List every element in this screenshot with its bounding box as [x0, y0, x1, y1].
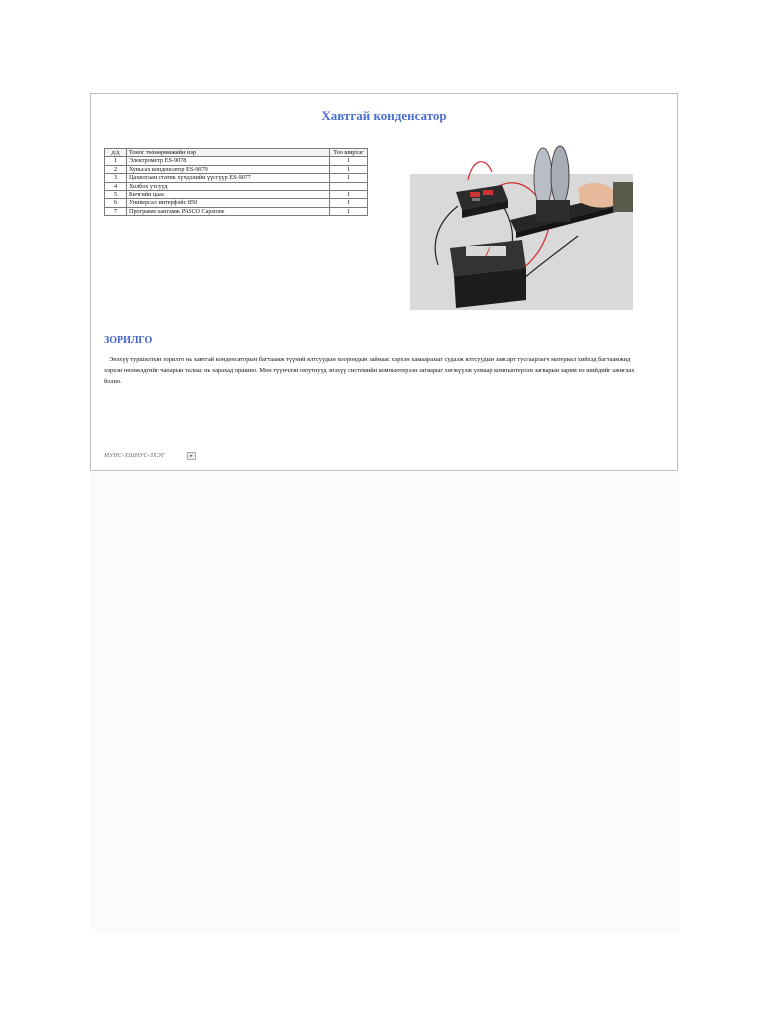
row-name: Бичгийн цаас	[127, 191, 330, 199]
row-number: 3	[105, 174, 127, 182]
capacitor-plate	[551, 146, 569, 206]
voltage-source-button	[470, 192, 480, 197]
row-quantity	[330, 182, 368, 190]
row-quantity: 1	[330, 199, 368, 207]
row-number: 7	[105, 207, 127, 215]
table-row	[105, 182, 368, 190]
header-quantity: Тоо ширхэг	[330, 149, 368, 157]
table-row	[105, 174, 368, 182]
row-quantity: 1	[330, 157, 368, 165]
page-title: Хавтгай конденсатор	[321, 108, 447, 123]
header-number: д/д	[105, 149, 127, 157]
footer-text: МУИС-ХШИУС-ЗХЭТ	[104, 453, 165, 459]
expand-button[interactable]: ▸	[187, 452, 196, 460]
row-name: Холбох утсууд	[127, 182, 330, 190]
row-quantity: 1	[330, 207, 368, 215]
table-row	[105, 207, 368, 215]
sleeve	[613, 182, 633, 212]
table-row	[105, 165, 368, 173]
header-equipment-name: Тоног төхөөрөмжийн нэр	[127, 149, 330, 157]
row-name: Хувьсах конденсатор ES-9079	[127, 165, 330, 173]
experiment-setup-photo	[410, 140, 633, 310]
row-name-prefix: Программ хангамж	[129, 207, 180, 215]
row-quantity: 1	[330, 191, 368, 199]
row-number: 1	[105, 157, 127, 165]
row-name-suffix: Capstone	[201, 207, 225, 215]
plate-stand	[536, 200, 570, 222]
electrometer-dial	[466, 246, 506, 256]
voltage-source-display	[472, 198, 480, 201]
table-row	[105, 199, 368, 207]
table-row	[105, 157, 368, 165]
row-name	[127, 207, 330, 215]
row-name: Универсал интерфэйс 850	[127, 199, 330, 207]
row-name: Электрометр ES-9078	[127, 157, 330, 165]
row-quantity: 1	[330, 165, 368, 173]
objective-paragraph: Энэхүү туршилтын зорилго нь хавтгай конденсаторын багтаамж түүний ялтсуудын хоорондын зайнаас хэрхэн хамаарахыг судалж ялтсуудын завсарт тусгаарлагч материал хийхэд багтаамжид хэрхэн нөлөөлдгийг чанарын талаас нь харахад оршино. Мөн түүнчлэн оюутнууд энэхүү системийн компьютерээн загварыг хөгжүүлж улмаар компьютерээн загварын зарим нэ шийдийг ажиглах болно.	[104, 356, 635, 385]
row-number: 5	[105, 191, 127, 199]
document-page	[90, 93, 678, 471]
row-name: Цахилгаан статик хүчдэлийн үүсгүүр ES-9077	[127, 174, 330, 182]
section-heading: ЗОРИЛГО	[104, 335, 153, 346]
row-number: 6	[105, 199, 127, 207]
table-row	[105, 191, 368, 199]
photo-illustration	[410, 140, 633, 310]
row-number: 2	[105, 165, 127, 173]
equipment-table	[104, 148, 368, 216]
row-name-brand: PASCO	[181, 207, 200, 215]
table-header-row	[105, 149, 368, 157]
capacitor-plate	[534, 148, 552, 208]
row-quantity: 1	[330, 174, 368, 182]
voltage-source-button	[483, 190, 493, 195]
empty-page-area	[90, 472, 680, 934]
row-number: 4	[105, 182, 127, 190]
